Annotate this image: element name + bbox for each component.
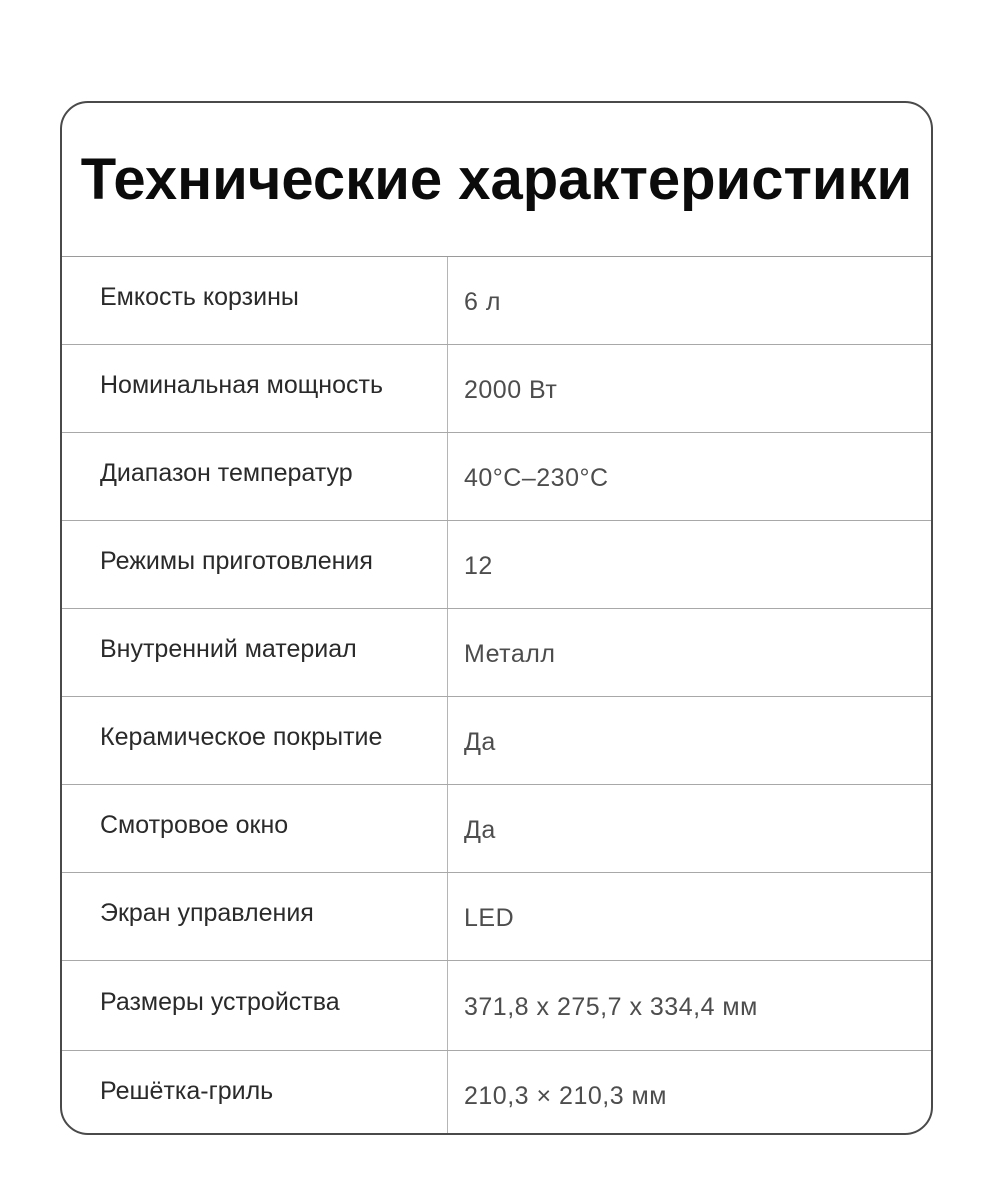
table-row [62,433,931,521]
spec-label: Внутренний материал [62,609,448,696]
spec-value: 210,3 × 210,3 мм [464,1081,667,1110]
table-row [62,609,931,697]
table-row [62,257,931,345]
spec-label: Емкость корзины [62,257,448,344]
spec-value: Да [464,816,496,844]
spec-label: Экран управления [62,873,448,960]
spec-value: 371,8 x 275,7 x 334,4 мм [464,993,758,1021]
spec-value: 12 [464,552,493,580]
spec-table-card [60,101,933,1135]
spec-value: 2000 Вт [464,376,558,404]
spec-label: Смотровое окно [62,785,448,872]
table-row [62,785,931,873]
spec-value: Да [464,728,496,756]
spec-label: Размеры устройства [62,961,448,1050]
table-row [62,521,931,609]
table-row [62,697,931,785]
table-row [62,873,931,961]
spec-value: 6 л [464,288,501,316]
spec-value: LED [464,904,515,932]
spec-label: Керамическое покрытие [62,697,448,784]
spec-label: Режимы приготовления [62,521,448,608]
table-row [62,345,931,433]
table-row [62,961,931,1051]
spec-value: Металл [464,640,556,668]
spec-label: Номинальная мощность [62,345,448,432]
page-title: Технические характеристики [62,103,931,257]
spec-label: Диапазон температур [62,433,448,520]
table-row [62,1051,931,1135]
spec-label: Решётка-гриль [62,1051,448,1135]
spec-value: 40°C–230°C [464,464,609,492]
